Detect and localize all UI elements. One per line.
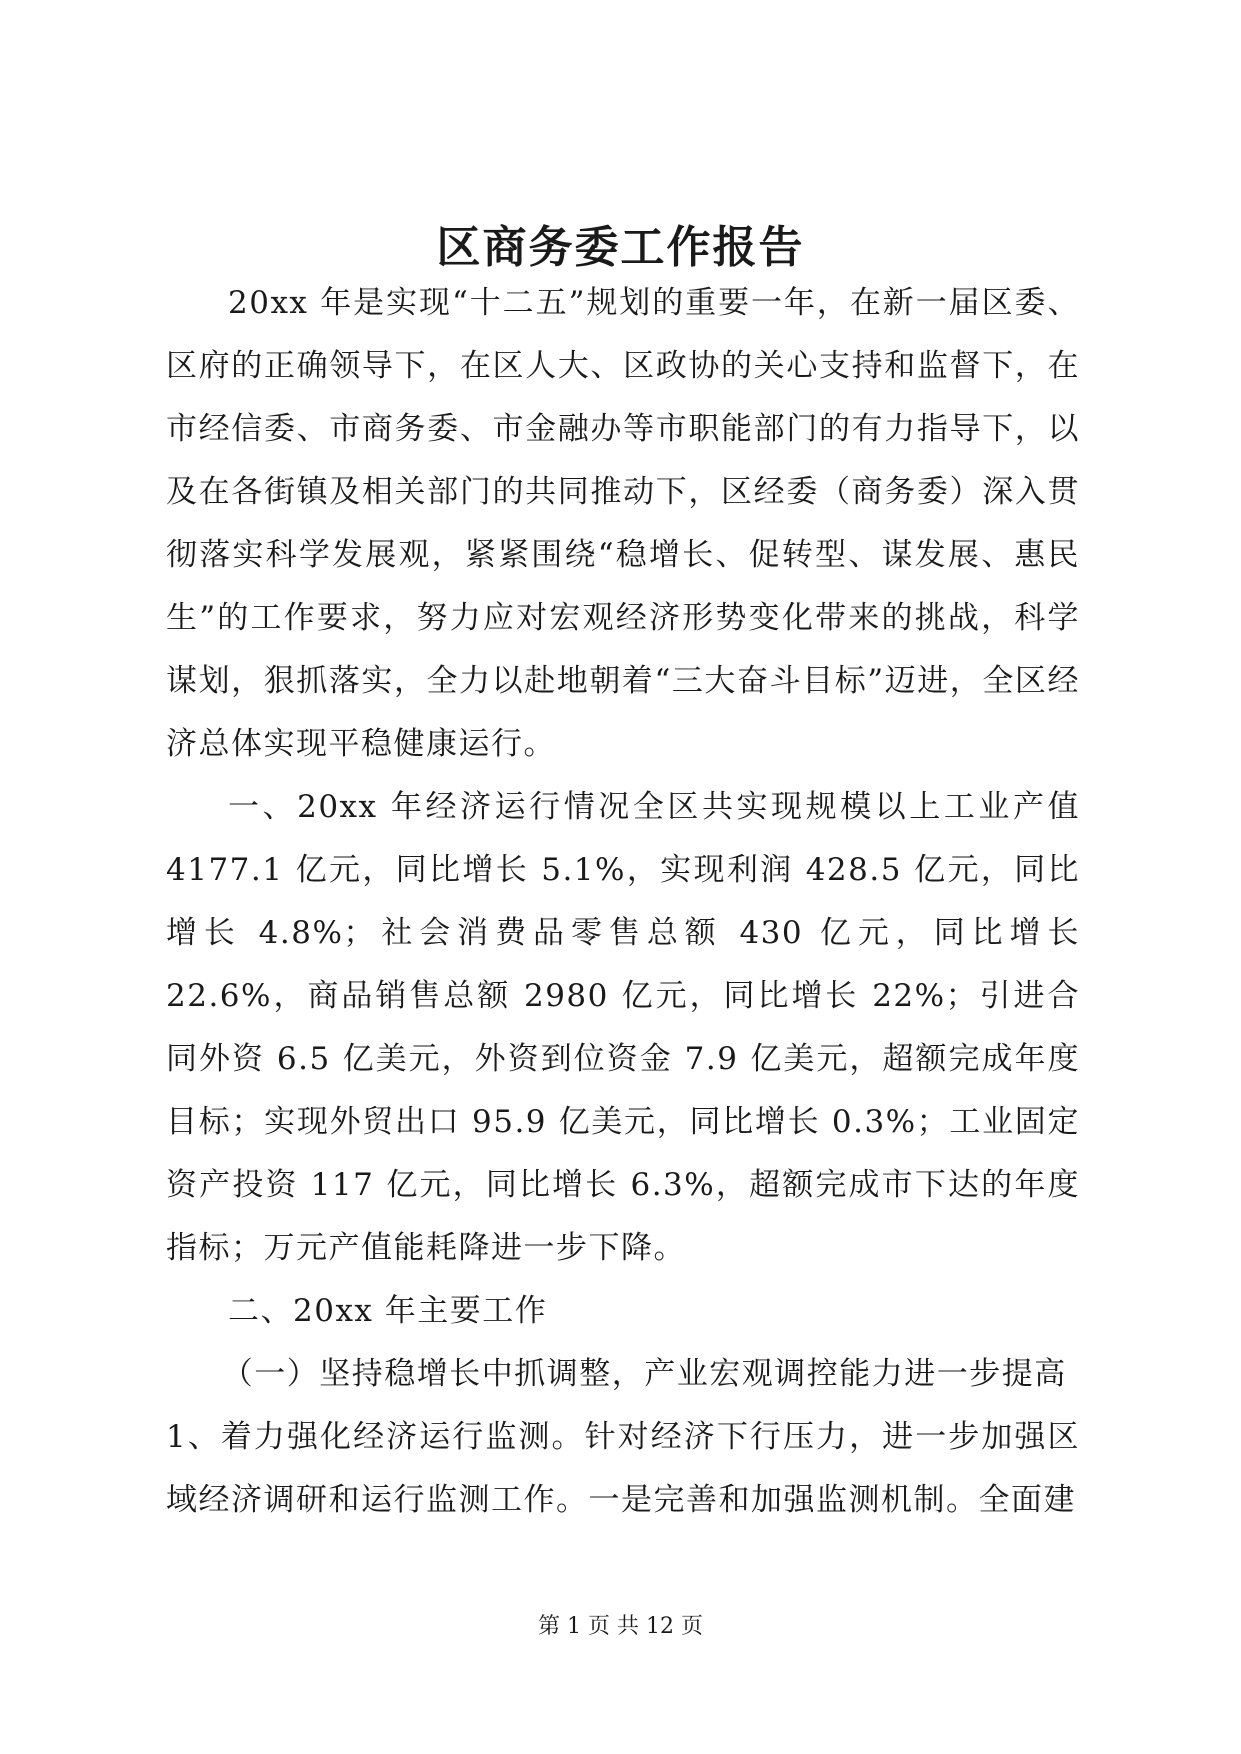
paragraph-item-1: 1、着力强化经济运行监测。针对经济下行压力，进一步加强区域经济调研和运行监测工作。一是完善和加强监测机制。全面建 [166,1419,1080,1518]
heading-section-2: 二、20xx 年主要工作 [228,1293,548,1329]
document-body [166,272,1080,1532]
page-number-footer: 第 1 页 共 12 页 [538,1614,703,1639]
paragraph-section-1: 一、20xx 年经济运行情况全区共实现规模以上工业产值 4177.1 亿元，同比增长 5.1%，实现利润 428.5 亿元，同比增长 4.8%；社会消费品零售总额 430 亿元，同比增长 22.6%，商品销售总额 2980 亿元，同比增长 22%；引进合同外资 6.5 亿美元，外资到位资金 7.9 亿美元，超额完成年度目标；实现外贸出口 95.9 亿美元，同比增长 0.3%；工业固定资产投资 117 亿元，同比增长 6.3%，超额完成市下达的年度指标；万元产值能耗降进一步下降。 [166,789,1080,1266]
paragraph-intro: 20xx 年是实现“十二五”规划的重要一年，在新一届区委、区府的正确领导下，在区人大、区政协的关心支持和监督下，在市经信委、市商务委、市金融办等市职能部门的有力指导下，以及在各街镇及相关部门的共同推动下，区经委（商务委）深入贯彻落实科学发展观，紧紧围绕“稳增长、促转型、谋发展、惠民生”的工作要求，努力应对宏观经济形势变化带来的挑战，科学谋划，狠抓落实，全力以赴地朝着“三大奋斗目标”迈进，全区经济总体实现平稳健康运行。 [166,285,1080,762]
document-title: 区商务委工作报告 [436,222,805,273]
heading-subsection-1: （一）坚持稳增长中抓调整，产业宏观调控能力进一步提高 [221,1356,1067,1392]
